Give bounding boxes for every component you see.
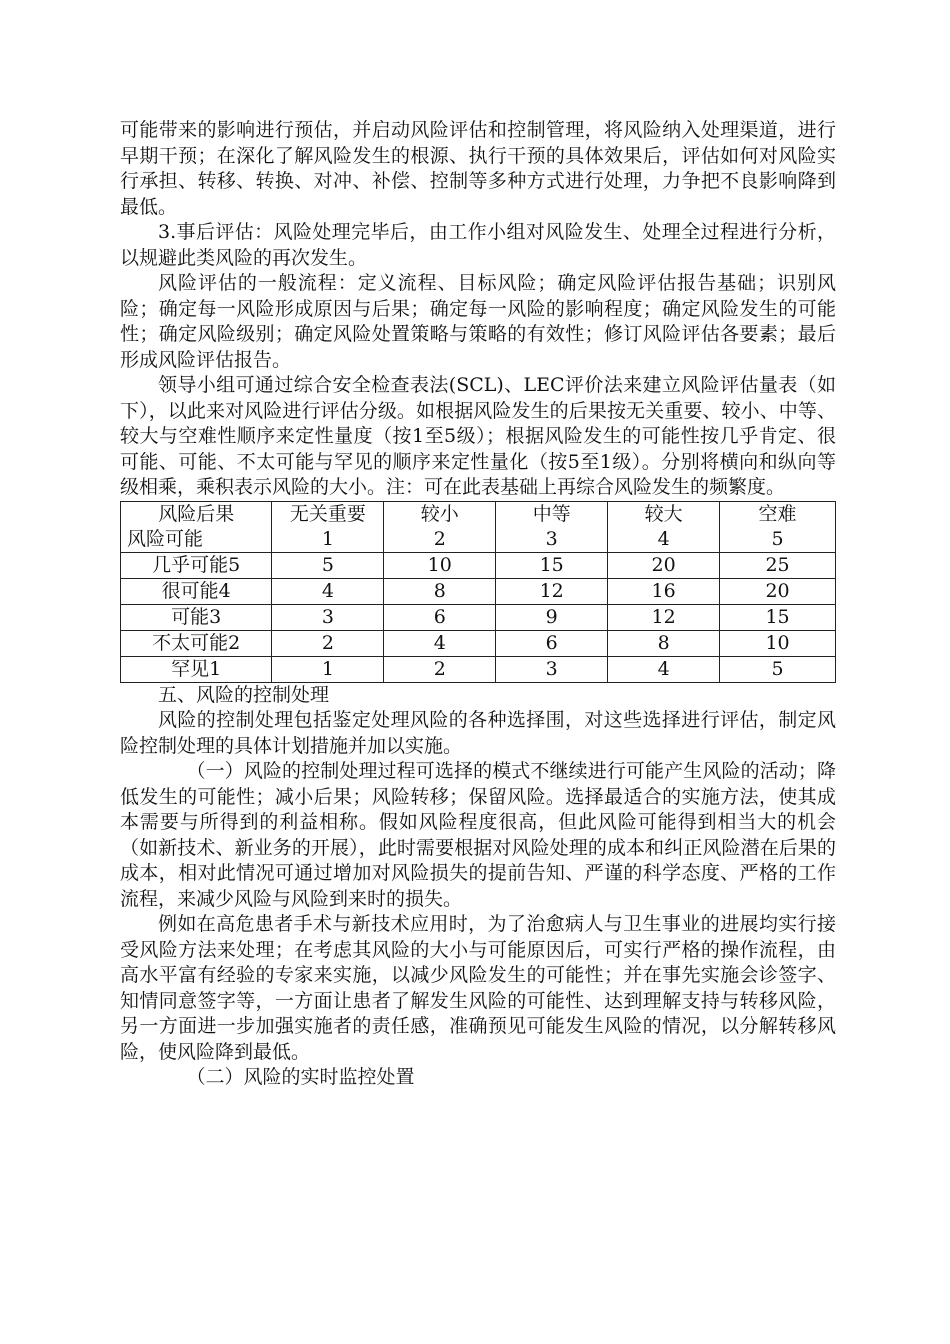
table-cell: 3 — [496, 656, 608, 682]
column-level: 1 — [321, 527, 334, 550]
column-header — [384, 501, 496, 552]
row-label: 罕见1 — [121, 656, 272, 682]
table-cell: 2 — [384, 656, 496, 682]
table-cell: 9 — [496, 604, 608, 630]
row-label: 可能3 — [121, 604, 272, 630]
column-header — [272, 501, 384, 552]
table-row — [121, 578, 836, 604]
table-row — [121, 630, 836, 656]
table-corner-cell — [121, 501, 272, 552]
table-cell: 15 — [720, 604, 836, 630]
paragraph: 领导小组可通过综合安全检查表法(SCL)、LEC评价法来建立风险评估量表（如下），以此来对风险进行评估分级。如根据风险发生的后果按无关重要、较小、中等、较大与空难性顺序来定性量度（按1至5级）；根据风险发生的可能性按几乎肯定、很可能、可能、不太可能与罕见的顺序来定性量化（按5至1级）。分别将横向和纵向等级相乘，乘积表示风险的大小。注：可在此表基础上再综合风险发生的频繁度。 — [120, 374, 836, 498]
table-cell: 6 — [384, 604, 496, 630]
column-label: 空难 — [758, 502, 797, 525]
column-level: 3 — [545, 527, 558, 550]
table-cell: 1 — [272, 656, 384, 682]
table-row — [121, 552, 836, 578]
table-cell: 6 — [496, 630, 608, 656]
table-cell: 8 — [608, 630, 720, 656]
table-cell: 25 — [720, 552, 836, 578]
table-cell: 8 — [384, 578, 496, 604]
table-cell: 12 — [608, 604, 720, 630]
table-cell: 15 — [496, 552, 608, 578]
column-level: 4 — [657, 527, 670, 550]
paragraph: 可能带来的影响进行预估，并启动风险评估和控制管理，将风险纳入处理渠道，进行早期干预；在深化了解风险发生的根源、执行干预的具体效果后，评估如何对风险实行承担、转移、转换、对冲、补偿、控制等多种方式进行处理，力争把不良影响降到最低。 — [120, 119, 836, 218]
column-level: 5 — [771, 527, 784, 550]
table-cell: 4 — [608, 656, 720, 682]
paragraph: 3.事后评估：风险处理完毕后，由工作小组对风险发生、处理全过程进行分析，以规避此类风险的再次发生。 — [120, 221, 836, 269]
table-cell: 4 — [272, 578, 384, 604]
row-label: 不太可能2 — [121, 630, 272, 656]
table-cell: 20 — [720, 578, 836, 604]
table-cell: 10 — [384, 552, 496, 578]
paragraph: 风险评估的一般流程：定义流程、目标风险；确定风险评估报告基础；识别风险；确定每一风险形成原因与后果；确定每一风险的影响程度；确定风险发生的可能性；确定风险级别；确定风险处置策略与策略的有效性；修订风险评估各要素；最后形成风险评估报告。 — [120, 272, 836, 371]
column-level: 2 — [433, 527, 446, 550]
table-cell: 4 — [384, 630, 496, 656]
document-page — [120, 118, 836, 1091]
paragraph: 例如在高危患者手术与新技术应用时，为了治愈病人与卫生事业的进展均实行接受风险方法来处理；在考虑其风险的大小与可能原因后，可实行严格的操作流程，由高水平富有经验的专家来实施，以减少风险发生的可能性；并在事先实施会诊签字、知情同意签字等，一方面让患者了解发生风险的可能性、达到理解支持与转移风险，另一方面进一步加强实施者的责任感，准确预见可能发生风险的情况，以分解转移风险，使风险降到最低。 — [120, 913, 836, 1063]
table-cell: 20 — [608, 552, 720, 578]
table-cell: 3 — [272, 604, 384, 630]
table-row — [121, 604, 836, 630]
subsection-heading: （二）风险的实时监控处置 — [186, 1066, 415, 1088]
table-row — [121, 656, 836, 682]
corner-bottom-label: 风险可能 — [127, 527, 204, 550]
row-label: 几乎可能5 — [121, 552, 272, 578]
column-label: 中等 — [532, 502, 571, 525]
column-label: 无关重要 — [289, 502, 366, 525]
table-cell: 5 — [272, 552, 384, 578]
paragraph: （一）风险的控制处理过程可选择的模式不继续进行可能产生风险的活动；降低发生的可能性；减小后果；风险转移；保留风险。选择最适合的实施方法，使其成本需要与所得到的利益相称。假如风险程度很高，但此风险可能得到相当大的机会（如新技术、新业务的开展），此时需要根据对风险处理的成本和纠正风险潜在后果的成本，相对此情况可通过增加对风险损失的提前告知、严谨的科学态度、严格的工作流程，来减少风险与风险到来时的损失。 — [120, 760, 836, 910]
column-label: 较小 — [420, 502, 459, 525]
column-header — [496, 501, 608, 552]
table-cell: 10 — [720, 630, 836, 656]
corner-top-label: 风险后果 — [158, 502, 235, 525]
column-header — [720, 501, 836, 552]
table-cell: 2 — [272, 630, 384, 656]
table-cell: 12 — [496, 578, 608, 604]
paragraph: 风险的控制处理包括鉴定处理风险的各种选择围，对这些选择进行评估，制定风险控制处理的具体计划措施并加以实施。 — [120, 709, 836, 757]
column-header — [608, 501, 720, 552]
table-header-row — [121, 501, 836, 552]
section-heading: 五、风险的控制处理 — [158, 683, 330, 706]
table-cell: 5 — [720, 656, 836, 682]
table-cell: 16 — [608, 578, 720, 604]
risk-assessment-table — [120, 501, 836, 683]
column-label: 较大 — [644, 502, 683, 525]
row-label: 很可能4 — [121, 578, 272, 604]
